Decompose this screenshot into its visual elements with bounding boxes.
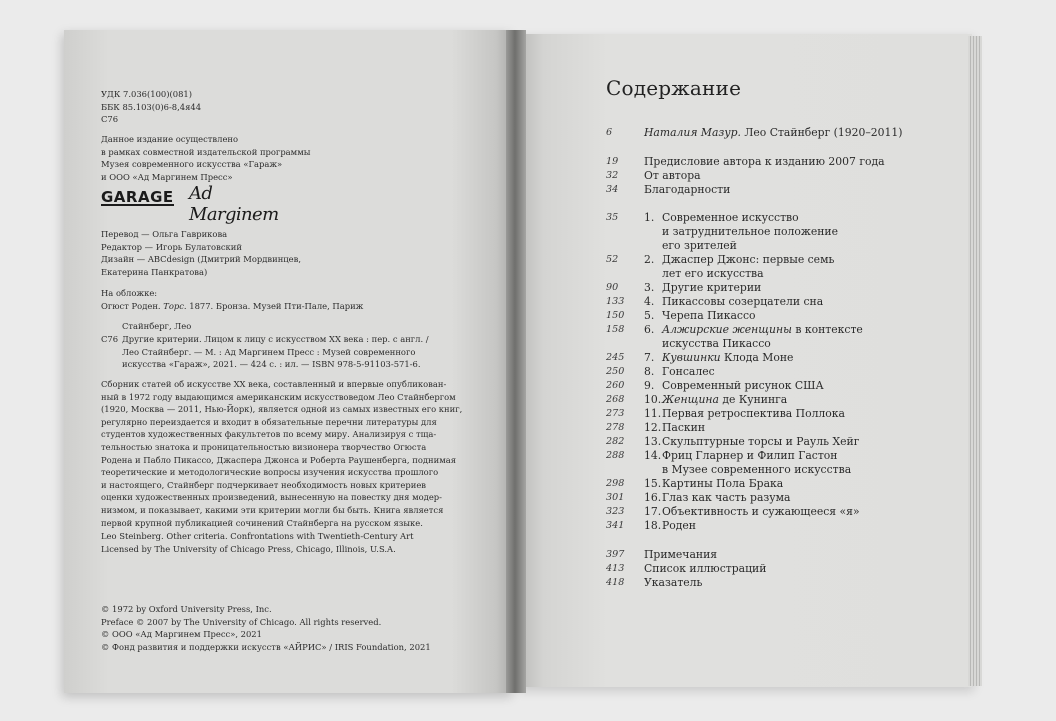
toc-entry-title [662,323,892,351]
toc-entry-title: Пикассовы созерцатели сна [662,295,824,308]
abstract-line: теоретические и методологические вопросы изучения искусства прошлого [101,467,439,478]
toc-entry-title: Первая ретроспектива Поллока [662,407,845,420]
book-gutter [506,30,526,693]
toc-page-number: 282 [606,436,625,447]
toc-entry-title: Паскин [662,421,706,434]
original-line: Leo Steinberg. Other criteria. Confrontations with Twentieth-Century Art [101,531,414,541]
udk-line: УДК 7.036(100)(081) [101,89,193,99]
toc-page-number: 273 [606,408,625,419]
cover-caption-b: 1877. Бронза. Музей Пти-Пале, Париж [186,300,364,311]
toc-title-rest: в контексте [791,323,863,336]
toc-chapter-number: 14. [644,449,662,462]
toc-entry-title: Современный рисунок США [662,379,824,392]
toc-title-line: и затруднительное положение [662,225,839,239]
toc-title-line [662,323,892,337]
toc-entry-text [644,126,903,140]
abstract-line: Сборник статей об искусстве XX века, составленный и впервые опубликован- [101,379,447,389]
bbk-line: ББК 85.103(0)6-8,4я44 [101,101,202,112]
toc-title-line: в Музее современного искусства [662,463,852,477]
toc-page-number: 418 [606,577,625,588]
copyright-line: Preface © 2007 by The University of Chicago. All rights reserved. [101,616,382,627]
toc-title: Содержание [606,76,742,100]
toc-page-number: 323 [606,506,625,517]
toc-chapter-number: 3. [644,281,655,294]
toc-page-number: 301 [606,492,625,503]
abstract-line: первой крупной публикацией сочинений Стайнберга на русском языке. [101,517,423,528]
abstract-line: оценки художественных произведений, вынесенную на повестку дня модер- [101,492,442,503]
abstract-line: Родена и Пабло Пикассо, Джаспера Джонса и Роберта Раушенберга, поднимая [101,454,456,465]
page-edges [968,36,982,686]
toc-page-number: 32 [606,170,619,181]
toc-entry-title [662,351,892,365]
toc-entry-title: Глаз как часть разума [662,491,791,504]
original-edition [101,530,441,555]
toc-chapter-number: 16. [644,491,662,504]
toc-page-number: 245 [606,352,625,363]
toc-page-number: 260 [606,380,625,391]
cover-caption-title: Торс. [163,300,187,311]
toc-chapter-number: 4. [644,295,655,308]
abstract-line: студентов художественных факультетов по всему миру. Анализируя с тща- [101,429,437,440]
admarginem-logo: Ad Marginem [189,183,279,225]
toc-entry-title: Другие критерии [662,281,762,294]
toc-title-line: Современное искусство [662,211,799,224]
edition-note-line: Данное издание осуществлено [101,134,239,144]
toc-page-number: 6 [606,127,613,138]
toc-page-number: 34 [606,184,619,195]
toc-page-number: 19 [606,156,619,167]
toc-chapter-number: 8. [644,365,655,378]
toc-chapter-number: 12. [644,421,662,434]
toc-entry-title [662,449,892,477]
edition-note-line: и ООО «Ад Маргинем Пресс» [101,171,233,182]
original-line: Licensed by The University of Chicago Press, Chicago, Illinois, U.S.A. [101,543,396,554]
toc-title-rest: Клода Моне [720,351,794,364]
toc-title-line: Фриц Гларнер и Филип Гастон [662,449,838,462]
cover-note [101,287,441,312]
abstract-line: и настоящего, Стайнберг подчеркивает необходимость новых критериев [101,479,426,490]
abstract-line: ный в 1972 году выдающимся американским искусствоведом Лео Стайнбергом [101,391,456,402]
toc-page-number: 250 [606,366,625,377]
toc-chapter-number: 17. [644,505,662,518]
edition-note [101,133,441,183]
udk-block [101,88,441,126]
toc-page-number: 158 [606,324,625,335]
copyright [101,603,441,653]
toc-entry-title: Список иллюстраций [644,562,767,575]
toc-title-italic: Женщина [662,393,719,406]
toc-page-number: 278 [606,422,625,433]
toc-entry-title: Гонсалес [662,365,715,378]
toc-title-line: его зрителей [662,239,737,253]
toc-entry-title: Лео Стайнберг (1920–2011) [740,126,903,139]
abstract-line: тельностью знатока и проницательностью визионера творчество Огюста [101,441,427,452]
copyright-line: © Фонд развития и поддержки искусств «АЙРИС» / IRIS Foundation, 2021 [101,641,431,652]
toc-chapter-number: 6. [644,323,655,336]
abstract-line: регулярно переиздается и входит в обязательные перечни литературы для [101,416,437,427]
toc-page-number: 413 [606,563,625,574]
toc-entry-title: Скульптурные торсы и Рауль Хейг [662,435,860,448]
toc-entry-title: Примечания [644,548,718,561]
toc-title-line: Джаспер Джонс: первые семь [662,253,835,266]
toc-entry-title: Предисловие автора к изданию 2007 года [644,155,885,168]
toc-entry-title: Благодарности [644,183,731,196]
toc-chapter-number: 11. [644,407,662,420]
toc-page-number: 150 [606,310,625,321]
toc-entry-title [662,211,892,254]
toc-entry-title: Картины Пола Брака [662,477,784,490]
edition-note-line: Музея современного искусства «Гараж» [101,159,283,170]
toc-page-number: 268 [606,394,625,405]
toc-page-number: 298 [606,478,625,489]
catalog-code: С76 [101,334,119,344]
toc-title-rest: де Кунинга [718,393,788,406]
toc-entry-title: Объективность и сужающееся «я» [662,505,860,518]
toc-chapter-number: 10. [644,393,662,406]
book-abstract [101,378,463,529]
toc-page-number: 341 [606,520,625,531]
credit-line: Екатерина Панкратова) [101,266,208,277]
toc-title-line: лет его искусства [662,267,764,281]
toc-entry-title [662,393,892,407]
toc-chapter-number: 15. [644,477,662,490]
edition-note-line: в рамках совместной издательской программы [101,146,311,157]
copyright-line: © 1972 by Oxford University Press, Inc. [101,604,272,614]
abstract-line: низмом, и показывает, какими эти критерии могли бы быть. Книга является [101,504,444,515]
credit-line: Дизайн — ABCdesign (Дмитрий Мордвинцев, [101,254,302,265]
copyright-line: © ООО «Ад Маргинем Пресс», 2021 [101,629,262,640]
garage-logo: GARAGE [101,188,174,206]
toc-page-number: 52 [606,254,619,265]
toc-page-number: 90 [606,282,619,293]
catalog-line: Другие критерии. Лицом к лицу с искусством XX века : пер. с англ. / [122,334,429,344]
toc-chapter-number: 7. [644,351,655,364]
toc-title-italic: Кувшинки [662,351,721,364]
author-code-line: С76 [101,114,119,125]
toc-chapter-number: 9. [644,379,655,392]
toc-page-number: 397 [606,549,625,560]
catalog-author: Стайнберг, Лео [122,321,192,331]
toc-page-number: 288 [606,450,625,461]
toc-page-number: 35 [606,212,619,223]
toc-chapter-number: 13. [644,435,662,448]
toc-entry-author: Наталия Мазур. [644,126,741,139]
toc-entry-title [662,253,892,281]
credit-line: Перевод — Ольга Гаврикова [101,229,228,239]
toc-title-line: искусства Пикассо [662,337,771,351]
catalog-line: искусства «Гараж», 2021. — 424 с. : ил. — ISBN 978-5-91103-571-6. [122,359,421,370]
cover-label: На обложке: [101,288,158,298]
publisher-logos [101,183,301,225]
abstract-line: (1920, Москва — 2011, Нью-Йорк), является одной из самых известных его книг, [101,404,463,415]
toc-entry-title: Роден [662,519,696,532]
toc-title-italic: Алжирские женщины [662,323,792,336]
toc-chapter-number: 5. [644,309,655,322]
toc-entry-title: От автора [644,169,701,182]
toc-chapter-number: 2. [644,253,655,266]
toc-chapter-number: 1. [644,211,655,224]
catalog-line: Лео Стайнберг. — М. : Ад Маргинем Пресс : Музей современного [122,346,416,357]
toc-chapter-number: 18. [644,519,662,532]
toc-entry-title: Указатель [644,576,703,589]
toc-page-number: 133 [606,296,625,307]
toc-entry-title: Черепа Пикассо [662,309,756,322]
cover-caption [101,300,441,313]
credits [101,228,441,278]
cover-caption-a: Огюст Роден. [101,300,164,311]
credit-line: Редактор — Игорь Булатовский [101,241,242,252]
